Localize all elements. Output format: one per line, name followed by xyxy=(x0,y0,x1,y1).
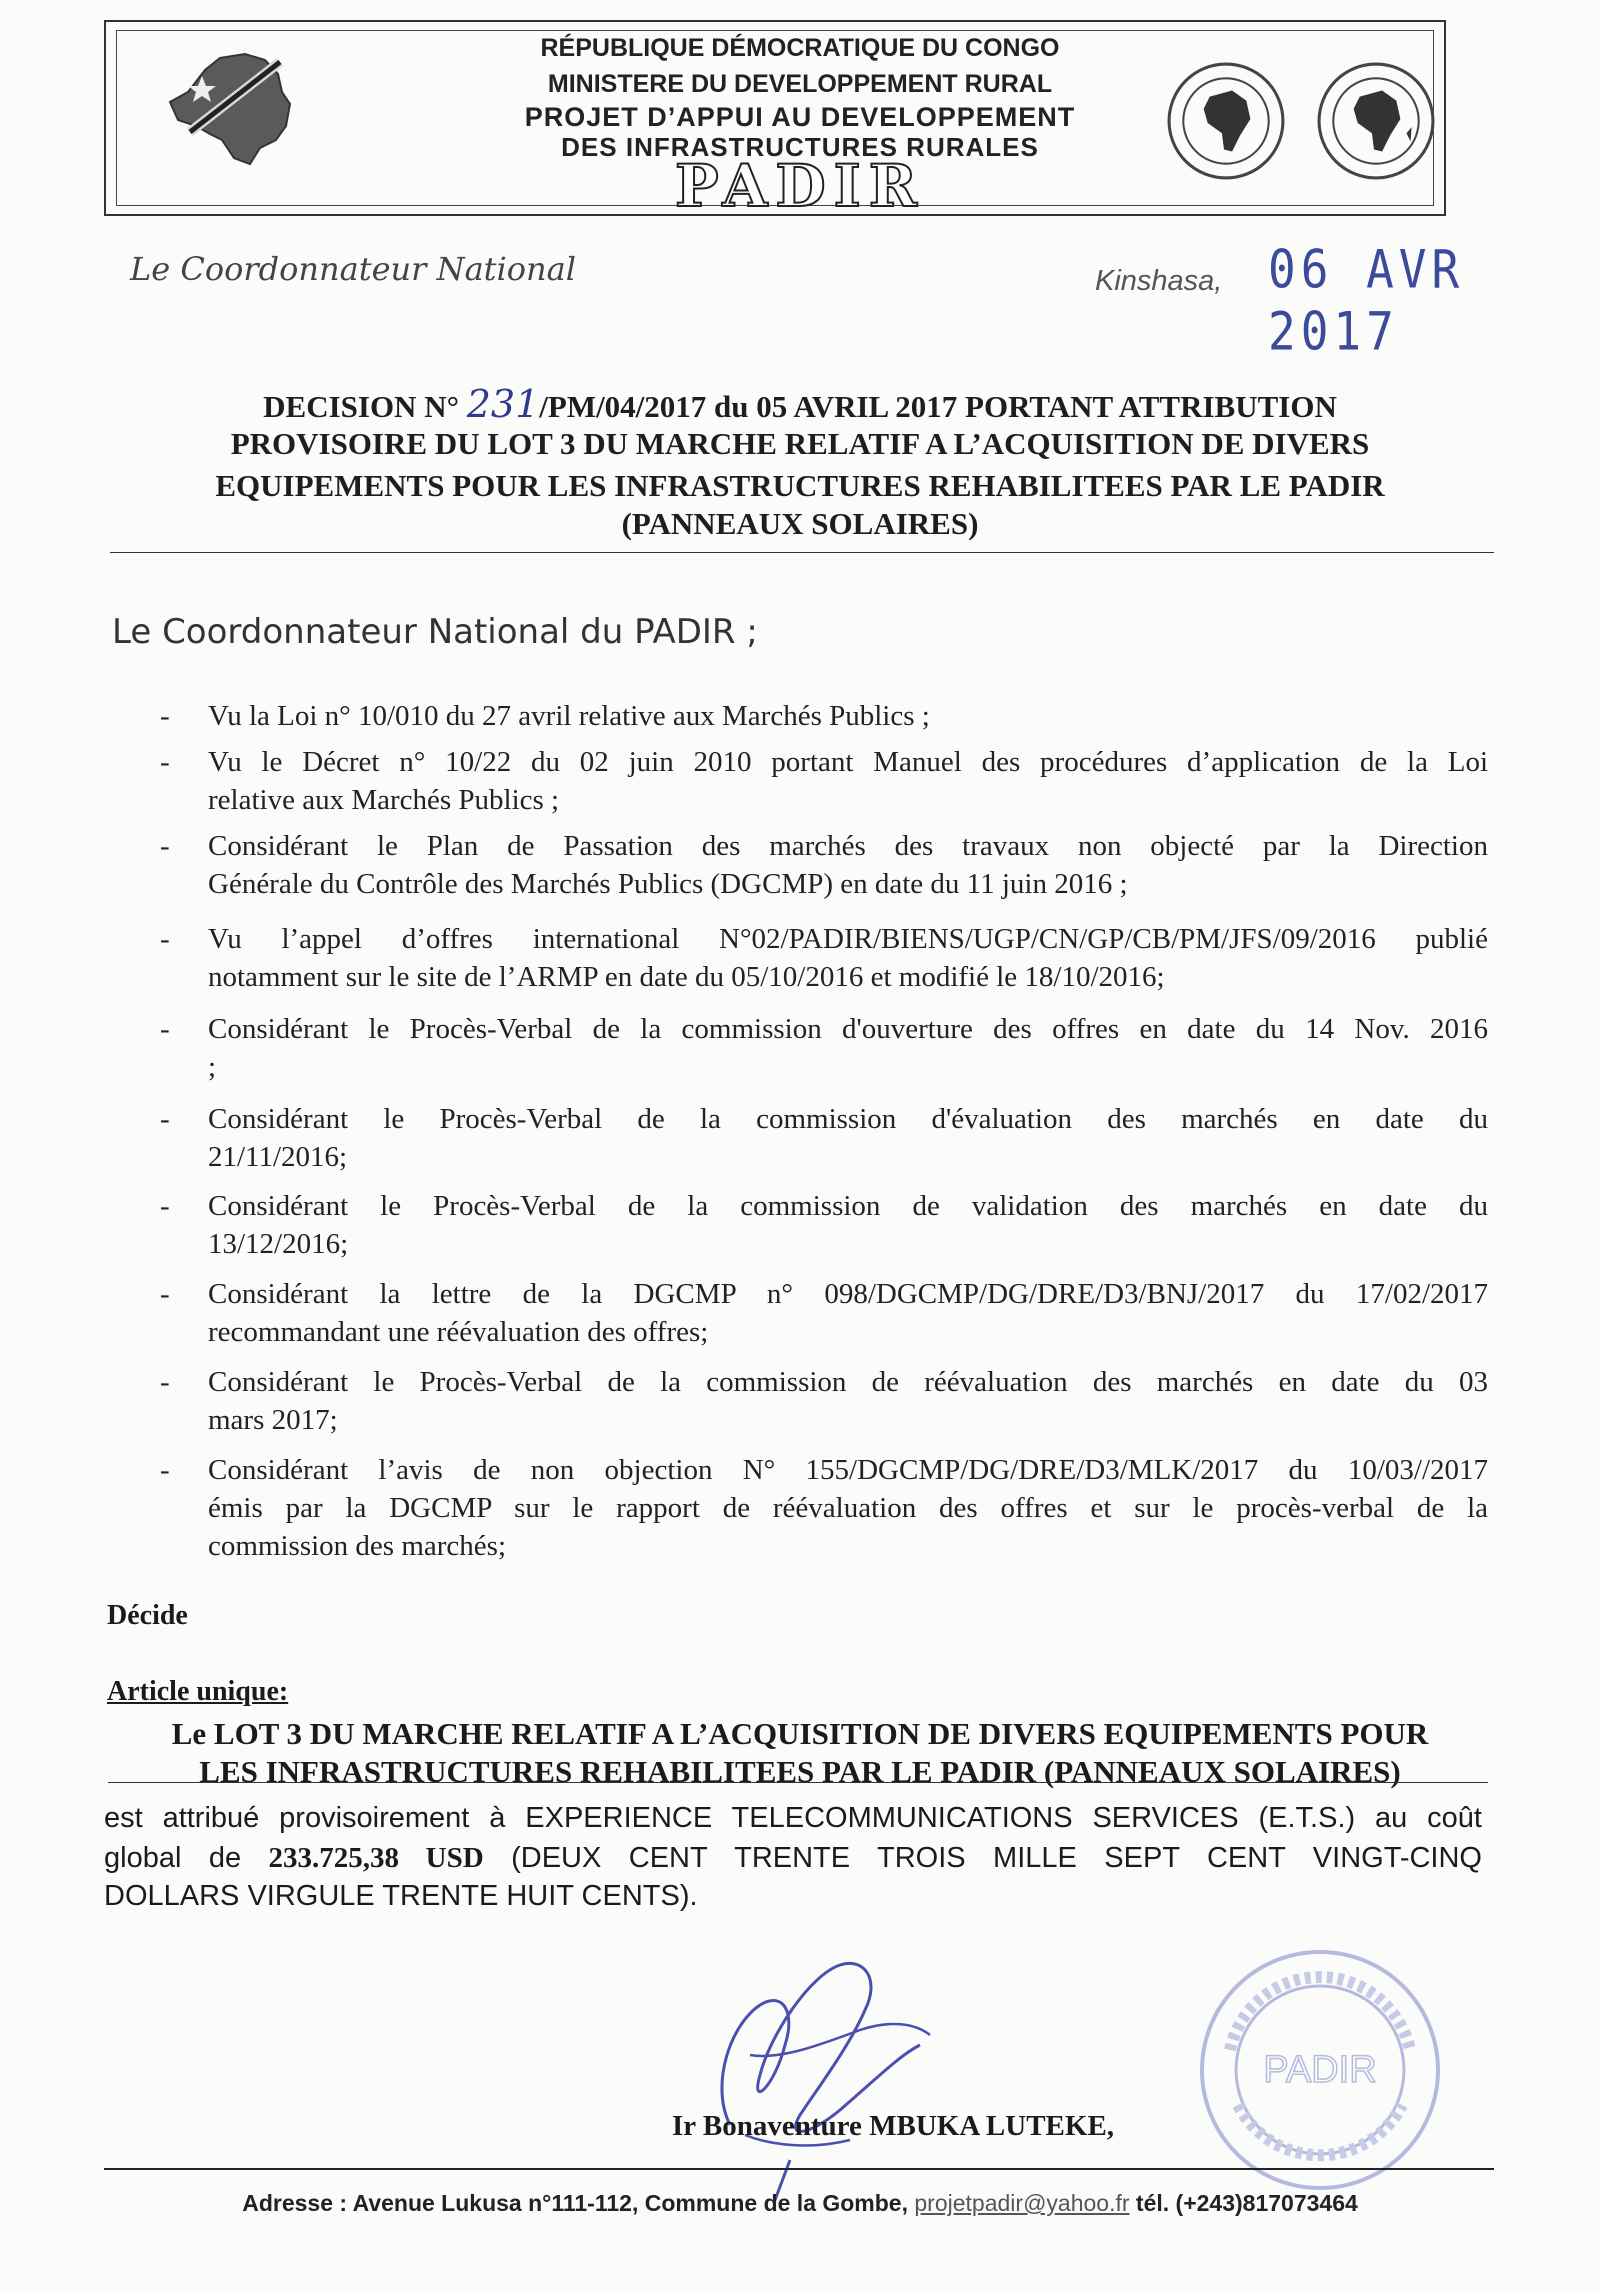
article-line1: Le LOT 3 DU MARCHE RELATIF A L’ACQUISITION DE DIVERS EQUIPEMENTS POUR xyxy=(171,1716,1429,1751)
consideration-line: 13/12/2016; xyxy=(208,1228,349,1260)
list-bullet-dash: - xyxy=(160,1190,170,1222)
place-label: Kinshasa, xyxy=(1095,265,1223,297)
consideration-line: mars 2017; xyxy=(208,1404,338,1436)
lead-heading: Le Coordonnateur National du PADIR ; xyxy=(112,612,758,652)
header-project-line1: PROJET D’APPUI AU DEVELOPPEMENT xyxy=(524,102,1076,132)
consideration-line: émis par la DGCMP sur le rapport de réévaluation des offres et sur le procès-verbal de la xyxy=(208,1492,1488,1524)
decision-title-line2: PROVISOIRE DU LOT 3 DU MARCHE RELATIF A L’ACQUISITION DE DIVERS xyxy=(230,426,1370,461)
article-body-line3: DOLLARS VIRGULE TRENTE HUIT CENTS). xyxy=(104,1880,698,1912)
decision-title-rest: /PM/04/2017 du 05 AVRIL 2017 PORTANT ATTRIBUTION xyxy=(539,389,1337,424)
consideration-line: Considérant le Procès-Verbal de la commission de réévaluation des marchés en date du 03 xyxy=(208,1366,1488,1398)
consideration-text xyxy=(208,743,1488,819)
contract-amount: 233.725,38 USD xyxy=(268,1842,484,1874)
consideration-line: Considérant le Plan de Passation des marchés des travaux non objecté par la Direction xyxy=(208,830,1488,862)
consideration-line: notamment sur le site de l’ARMP en date du 05/10/2016 et modifié le 18/10/2016; xyxy=(208,961,1165,993)
consideration-line: Considérant le Procès-Verbal de la commission d'ouverture des offres en date du 14 Nov. 2016 xyxy=(208,1013,1488,1045)
article-body-line1: est attribué provisoirement à EXPERIENCE TELECOMMUNICATIONS SERVICES (E.T.S.) au coût xyxy=(104,1802,1482,1834)
consideration-line: Considérant la lettre de la DGCMP n° 098/DGCMP/DG/DRE/D3/BNJ/2017 du 17/02/2017 xyxy=(208,1278,1488,1310)
coordinator-script-line: Le Coordonnateur National xyxy=(130,250,576,288)
header-project-line2: DES INFRASTRUCTURES RURALES xyxy=(561,132,1039,162)
consideration-line: Vu le Décret n° 10/22 du 02 juin 2010 portant Manuel des procédures d’application de la Loi xyxy=(208,746,1488,778)
consideration-line: Vu la Loi n° 10/010 du 27 avril relative aux Marchés Publics ; xyxy=(208,700,930,732)
list-bullet-dash: - xyxy=(160,700,170,732)
consideration-text xyxy=(208,827,1488,903)
consideration-line: Générale du Contrôle des Marchés Publics (DGCMP) en date du 11 juin 2016 ; xyxy=(208,868,1128,900)
consideration-line: commission des marchés; xyxy=(208,1530,507,1562)
header-acronym: PADIR xyxy=(674,152,926,220)
list-bullet-dash: - xyxy=(160,1454,170,1486)
decision-title-line4: (PANNEAUX SOLAIRES) xyxy=(621,506,979,541)
decision-prefix: DECISION N° xyxy=(263,389,459,424)
list-bullet-dash: - xyxy=(160,923,170,955)
consideration-line: Considérant le Procès-Verbal de la commission de validation des marchés en date du xyxy=(208,1190,1488,1222)
consideration-line: 21/11/2016; xyxy=(208,1141,348,1173)
list-bullet-dash: - xyxy=(160,1103,170,1135)
footer-email-link[interactable]: projetpadir@yahoo.fr xyxy=(914,2190,1130,2216)
consideration-line: recommandant une réévaluation des offres; xyxy=(208,1316,709,1348)
fund-logo-icon xyxy=(1315,60,1437,182)
header-ministry: MINISTERE DU DEVELOPPEMENT RURAL xyxy=(547,70,1053,98)
decision-number: 231 xyxy=(466,382,540,426)
consideration-text xyxy=(208,1363,1488,1439)
consideration-line: Considérant le Procès-Verbal de la commission d'évaluation des marchés en date du xyxy=(208,1103,1488,1135)
consideration-text xyxy=(208,1451,1488,1565)
consideration-line: Vu l’appel d’offres international N°02/PADIR/BIENS/UGP/CN/GP/CB/PM/JFS/09/2016 publié xyxy=(208,923,1488,955)
bank-logo-icon xyxy=(1165,60,1287,182)
handwritten-signature xyxy=(690,1935,950,2215)
decision-title-line1 xyxy=(0,382,1600,426)
footer-address-text: Adresse : Avenue Lukusa n°111-112, Commune de la Gombe, xyxy=(242,2190,908,2216)
header-country: RÉPUBLIQUE DÉMOCRATIQUE DU CONGO xyxy=(540,34,1060,62)
consideration-text xyxy=(208,1010,1488,1086)
seal-text: PADIR xyxy=(1263,2049,1377,2091)
amount-in-words: (DEUX CENT TRENTE TROIS MILLE SEPT CENT VINGT-CINQ xyxy=(511,1842,1482,1874)
article-divider xyxy=(108,1782,1488,1783)
consideration-text xyxy=(208,697,1488,735)
article-line2: LES INFRASTRUCTURES REHABILITEES PAR LE PADIR (PANNEAUX SOLAIRES) xyxy=(199,1754,1401,1789)
consideration-line: relative aux Marchés Publics ; xyxy=(208,784,560,816)
list-bullet-dash: - xyxy=(160,1278,170,1310)
article-heading: Article unique: xyxy=(107,1676,289,1707)
decision-title-line3: EQUIPEMENTS POUR LES INFRASTRUCTURES REHABILITEES PAR LE PADIR xyxy=(215,468,1385,503)
decide-heading: Décide xyxy=(107,1600,188,1631)
footer-address xyxy=(0,2190,1600,2217)
list-bullet-dash: - xyxy=(160,830,170,862)
consideration-text xyxy=(208,920,1488,996)
consideration-line: ; xyxy=(208,1051,217,1083)
list-bullet-dash: - xyxy=(160,746,170,778)
consideration-text xyxy=(208,1275,1488,1351)
footer-phone: tél. (+243)817073464 xyxy=(1135,2190,1358,2216)
signer-name: Ir Bonaventure MBUKA LUTEKE, xyxy=(672,2110,1115,2142)
official-seal-stamp xyxy=(1190,1940,1450,2200)
list-bullet-dash: - xyxy=(160,1013,170,1045)
date-stamp: 06 AVR 2017 xyxy=(1268,237,1465,363)
consideration-text xyxy=(208,1187,1488,1263)
consideration-line: Considérant l’avis de non objection N° 155/DGCMP/DG/DRE/D3/MLK/2017 du 10/03//2017 xyxy=(208,1454,1488,1486)
body-prefix: global de xyxy=(104,1842,242,1874)
list-bullet-dash: - xyxy=(160,1366,170,1398)
article-body-line2 xyxy=(104,1842,1482,1875)
footer-divider xyxy=(104,2168,1494,2170)
consideration-text xyxy=(208,1100,1488,1176)
title-divider xyxy=(110,552,1494,553)
